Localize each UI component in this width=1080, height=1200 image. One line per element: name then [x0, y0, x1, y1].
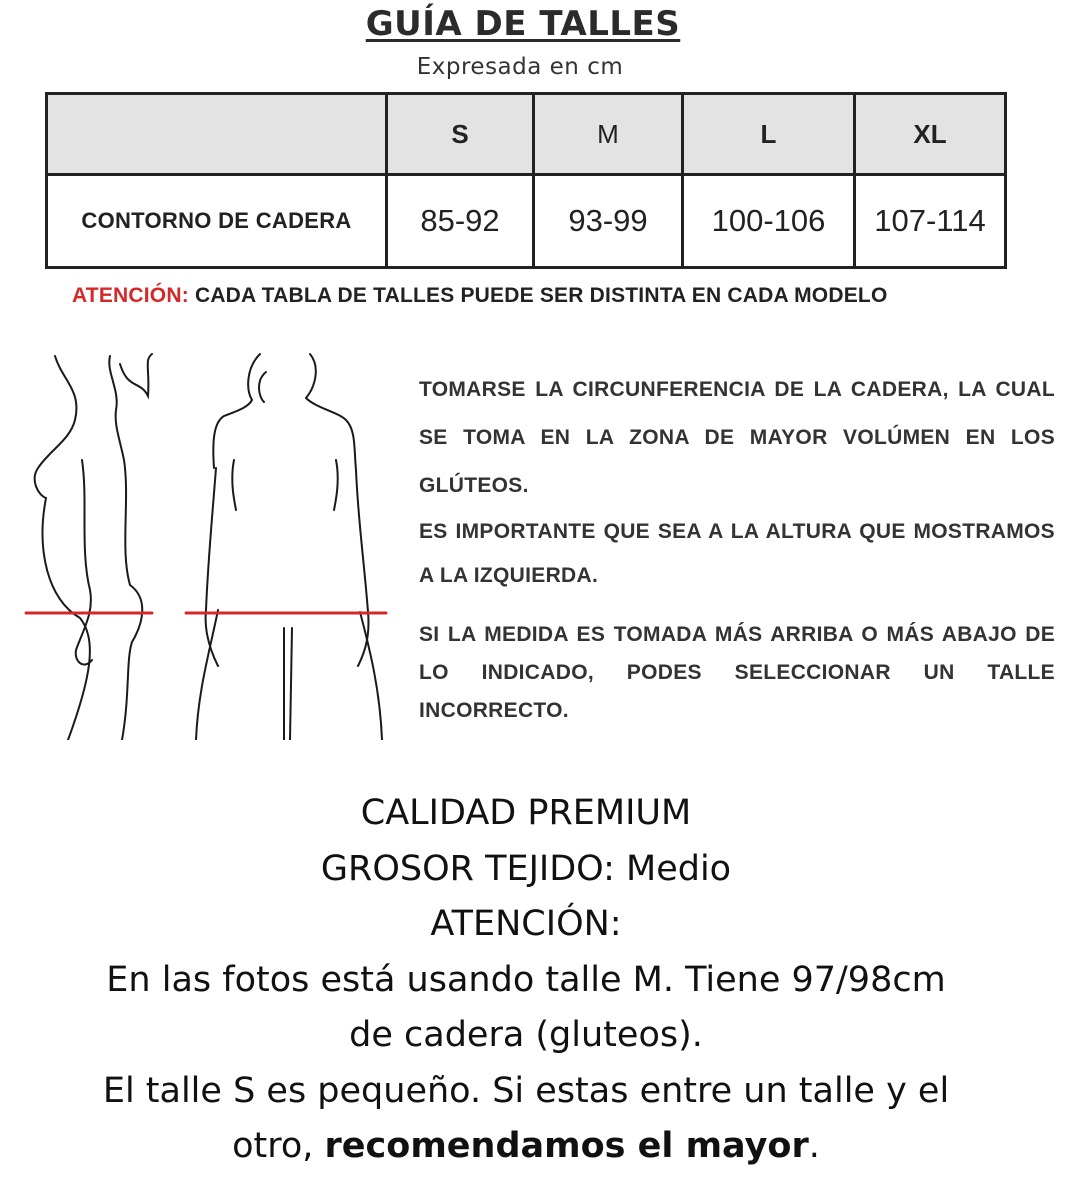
advice-text: [0, 1064, 1052, 1175]
product-info: [0, 786, 1052, 1175]
size-header-xl: XL: [855, 94, 1006, 175]
size-value-l: 100-106: [683, 175, 855, 268]
body-measurement-illustration: [20, 350, 400, 740]
page-title: [0, 4, 1046, 44]
row-label-hip: CONTORNO DE CADERA: [47, 175, 387, 268]
page-subtitle: Expresada en cm: [416, 54, 624, 80]
size-table: [45, 92, 1007, 269]
instruction-text: SI LA MEDIDA ES TOMADA MÁS ARRIBA O MÁS ABAJO DE LO INDICADO, PODES SELECCIONAR UN TALLE INCORRECTO.: [419, 623, 1055, 722]
page-title-text: GUÍA DE TALLES: [365, 4, 681, 44]
warning-label: ATENCIÓN:: [72, 284, 189, 307]
size-value-s: 85-92: [387, 175, 534, 268]
size-table-header-row: [47, 94, 1006, 175]
size-table-corner-cell: [47, 94, 387, 175]
size-header-s: S: [387, 94, 534, 175]
quality-text: CALIDAD PREMIUM: [360, 793, 692, 833]
attention-text: ATENCIÓN:: [430, 904, 622, 944]
size-header-l: L: [683, 94, 855, 175]
measurement-instructions: [419, 366, 1055, 730]
thickness-text: GROSOR TEJIDO: Medio: [320, 848, 732, 889]
table-row: [47, 175, 1006, 268]
photo-note-text: En las fotos está usando talle M. Tiene 97/98cm de cadera (gluteos).: [106, 959, 946, 1055]
body-back-silhouette-icon: [196, 354, 382, 740]
instruction-text: ES IMPORTANTE QUE SEA A LA ALTURA QUE MOSTRAMOS A LA IZQUIERDA.: [419, 520, 1055, 587]
advice-bold: recomendamos el mayor: [324, 1126, 809, 1166]
advice-prefix: El talle S es pequeño. Si estas entre un talle y el otro,: [102, 1070, 950, 1166]
instruction-text: TOMARSE LA CIRCUNFERENCIA DE LA CADERA, LA CUAL SE TOMA EN LA ZONA DE MAYOR VOLÚMEN EN LOS GLÚTEOS.: [419, 378, 1055, 497]
size-value-xl: 107-114: [855, 175, 1006, 268]
size-header-m: M: [534, 94, 683, 175]
advice-suffix: .: [808, 1126, 820, 1166]
warning-text: CADA TABLA DE TALLES PUEDE SER DISTINTA EN CADA MODELO: [194, 284, 888, 307]
warning-note: [72, 284, 887, 308]
body-side-silhouette-icon: [35, 354, 152, 740]
size-value-m: 93-99: [534, 175, 683, 268]
